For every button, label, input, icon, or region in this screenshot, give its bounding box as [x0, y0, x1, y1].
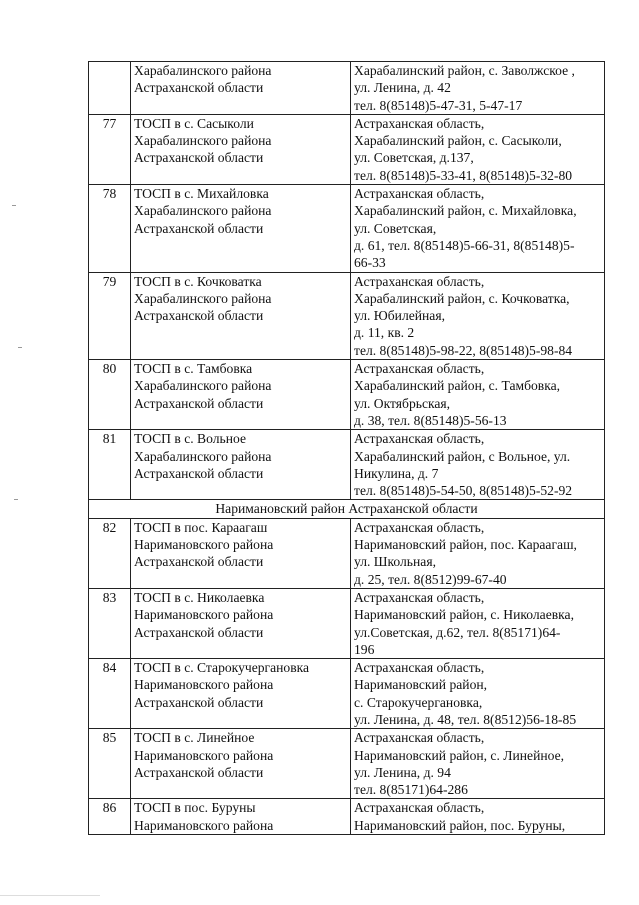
office-name-line: Астраханской области: [134, 764, 264, 780]
office-address-line: ул. Советская,: [354, 220, 437, 236]
table-row: [89, 588, 605, 658]
section-title: Наримановский район Астраханской области: [89, 500, 605, 518]
office-name-line: Наримановского района: [134, 677, 274, 693]
office-address-line: д. 25, тел. 8(8512)99-67-40: [354, 571, 507, 587]
office-address-cell: [351, 588, 605, 658]
office-name-line: Астраханской области: [134, 80, 264, 96]
section-header-row: [89, 500, 605, 518]
table-row: [89, 729, 605, 799]
table-row: [89, 799, 605, 835]
office-address-line: Астраханская область,: [354, 361, 485, 377]
office-name-line: ТОСП в с. Кочковатка: [134, 273, 262, 289]
office-address-line: ул. Ленина, д. 94: [354, 764, 451, 780]
office-name-cell: [131, 185, 351, 272]
table-row: [89, 360, 605, 430]
office-name-line: Астраханской области: [134, 465, 264, 481]
offices-table-body: [89, 62, 605, 835]
office-address-line: ул. Советская, д.137,: [354, 150, 474, 166]
office-address-cell: [351, 360, 605, 430]
office-name-cell: [131, 729, 351, 799]
office-address-line: д. 11, кв. 2: [354, 325, 415, 341]
office-address-cell: [351, 272, 605, 359]
office-name-line: Наримановского района: [134, 537, 274, 553]
row-number: 82: [89, 518, 131, 588]
office-address-line: Харабалинский район, с. Сасыколи,: [354, 133, 562, 149]
office-name-line: Астраханской области: [134, 395, 264, 411]
office-address-line: Астраханская область,: [354, 115, 485, 131]
offices-table: [88, 61, 605, 835]
office-name-line: Наримановского района: [134, 817, 274, 833]
row-number: 79: [89, 272, 131, 359]
office-address-line: тел. 8(85171)64-286: [354, 782, 468, 798]
office-address-line: с. Старокучергановка,: [354, 694, 483, 710]
office-address-cell: [351, 799, 605, 835]
office-address-line: тел. 8(85148)5-98-22, 8(85148)5-98-84: [354, 342, 573, 358]
office-name-line: ТОСП в с. Михайловка: [134, 186, 269, 202]
row-number: 80: [89, 360, 131, 430]
office-address-line: Наримановский район, с. Николаевка,: [354, 607, 574, 623]
scan-mark: [12, 205, 16, 206]
office-address-line: Астраханская область,: [354, 273, 485, 289]
scan-mark: [14, 499, 18, 500]
office-address-line: Наримановский район, пос. Караагаш,: [354, 537, 577, 553]
table-row: [89, 62, 605, 115]
office-name-line: Харабалинского района: [134, 63, 272, 78]
office-address-line: Наримановский район, пос. Буруны,: [354, 817, 566, 833]
table-row: [89, 430, 605, 500]
office-name-line: Астраханской области: [134, 308, 264, 324]
office-name-cell: [131, 114, 351, 184]
office-address-line: Астраханская область,: [354, 589, 485, 605]
office-name-cell: [131, 799, 351, 835]
office-name-cell: [131, 360, 351, 430]
row-number: 77: [89, 114, 131, 184]
table-row: [89, 272, 605, 359]
row-number: 84: [89, 659, 131, 729]
office-name-line: Харабалинского района: [134, 378, 272, 394]
office-address-cell: [351, 185, 605, 272]
office-name-line: Наримановского района: [134, 747, 274, 763]
office-name-line: Астраханской области: [134, 694, 264, 710]
table-row: [89, 518, 605, 588]
office-name-cell: [131, 62, 351, 115]
office-address-line: Никулина, д. 7: [354, 465, 439, 481]
table-row: [89, 185, 605, 272]
office-address-line: Астраханская область,: [354, 800, 485, 816]
office-name-line: Харабалинского района: [134, 203, 272, 219]
office-address-line: ул. Ленина, д. 48, тел. 8(8512)56-18-85: [354, 711, 577, 727]
office-address-line: Астраханская область,: [354, 431, 485, 447]
row-number: 86: [89, 799, 131, 835]
office-name-cell: [131, 272, 351, 359]
office-address-line: Астраханская область,: [354, 730, 485, 746]
office-address-line: д. 38, тел. 8(85148)5-56-13: [354, 412, 507, 428]
office-address-line: Наримановский район, с. Линейное,: [354, 747, 565, 763]
scan-mark: [18, 347, 22, 348]
row-number: [89, 62, 131, 115]
office-name-line: Астраханской области: [134, 150, 264, 166]
office-address-cell: [351, 430, 605, 500]
office-name-line: Харабалинского района: [134, 133, 272, 149]
row-number: 85: [89, 729, 131, 799]
office-address-cell: [351, 62, 605, 115]
office-name-line: ТОСП в с. Линейное: [134, 730, 255, 746]
office-address-line: 196: [354, 641, 375, 657]
office-name-cell: [131, 659, 351, 729]
office-address-line: Харабалинский район, с. Заволжское ,: [354, 63, 575, 78]
office-address-cell: [351, 518, 605, 588]
office-name-cell: [131, 588, 351, 658]
office-name-line: Астраханской области: [134, 220, 264, 236]
office-name-cell: [131, 430, 351, 500]
table-row: [89, 114, 605, 184]
office-address-line: Астраханская область,: [354, 519, 485, 535]
office-name-line: Харабалинского района: [134, 290, 272, 306]
office-address-line: Харабалинский район, с Вольное, ул.: [354, 448, 571, 464]
office-name-cell: [131, 518, 351, 588]
office-name-line: ТОСП в с. Тамбовка: [134, 361, 253, 377]
office-name-line: ТОСП в с. Вольное: [134, 431, 246, 447]
office-address-line: тел. 8(85148)5-54-50, 8(85148)5-52-92: [354, 483, 573, 499]
office-address-line: Астраханская область,: [354, 186, 485, 202]
office-address-line: ул. Школьная,: [354, 554, 436, 570]
office-name-line: ТОСП в с. Сасыколи: [134, 115, 254, 131]
office-address-cell: [351, 659, 605, 729]
office-address-line: ул. Ленина, д. 42: [354, 80, 451, 96]
office-address-cell: [351, 114, 605, 184]
scan-edge-line: [0, 895, 100, 896]
office-address-line: ул. Юбилейная,: [354, 308, 445, 324]
office-address-cell: [351, 729, 605, 799]
office-address-line: ул.Советская, д.62, тел. 8(85171)64-: [354, 624, 561, 640]
office-name-line: Харабалинского района: [134, 448, 272, 464]
office-address-line: Наримановский район,: [354, 677, 488, 693]
row-number: 83: [89, 588, 131, 658]
office-name-line: ТОСП в пос. Караагаш: [134, 519, 268, 535]
office-name-line: Астраханской области: [134, 554, 264, 570]
office-name-line: ТОСП в пос. Буруны: [134, 800, 256, 816]
table-row: [89, 659, 605, 729]
office-address-line: Астраханская область,: [354, 660, 485, 676]
office-address-line: 66-33: [354, 255, 386, 271]
office-name-line: Наримановского района: [134, 607, 274, 623]
office-name-line: Астраханской области: [134, 624, 264, 640]
office-name-line: ТОСП в с. Старокучергановка: [134, 660, 310, 676]
office-address-line: Харабалинский район, с. Кочковатка,: [354, 290, 570, 306]
office-address-line: ул. Октябрьская,: [354, 395, 451, 411]
office-name-line: ТОСП в с. Николаевка: [134, 589, 265, 605]
office-address-line: Харабалинский район, с. Михайловка,: [354, 203, 577, 219]
row-number: 81: [89, 430, 131, 500]
row-number: 78: [89, 185, 131, 272]
office-address-line: Харабалинский район, с. Тамбовка,: [354, 378, 561, 394]
office-address-line: тел. 8(85148)5-33-41, 8(85148)5-32-80: [354, 167, 573, 183]
office-address-line: тел. 8(85148)5-47-31, 5-47-17: [354, 97, 523, 113]
office-address-line: д. 61, тел. 8(85148)5-66-31, 8(85148)5-: [354, 237, 575, 253]
